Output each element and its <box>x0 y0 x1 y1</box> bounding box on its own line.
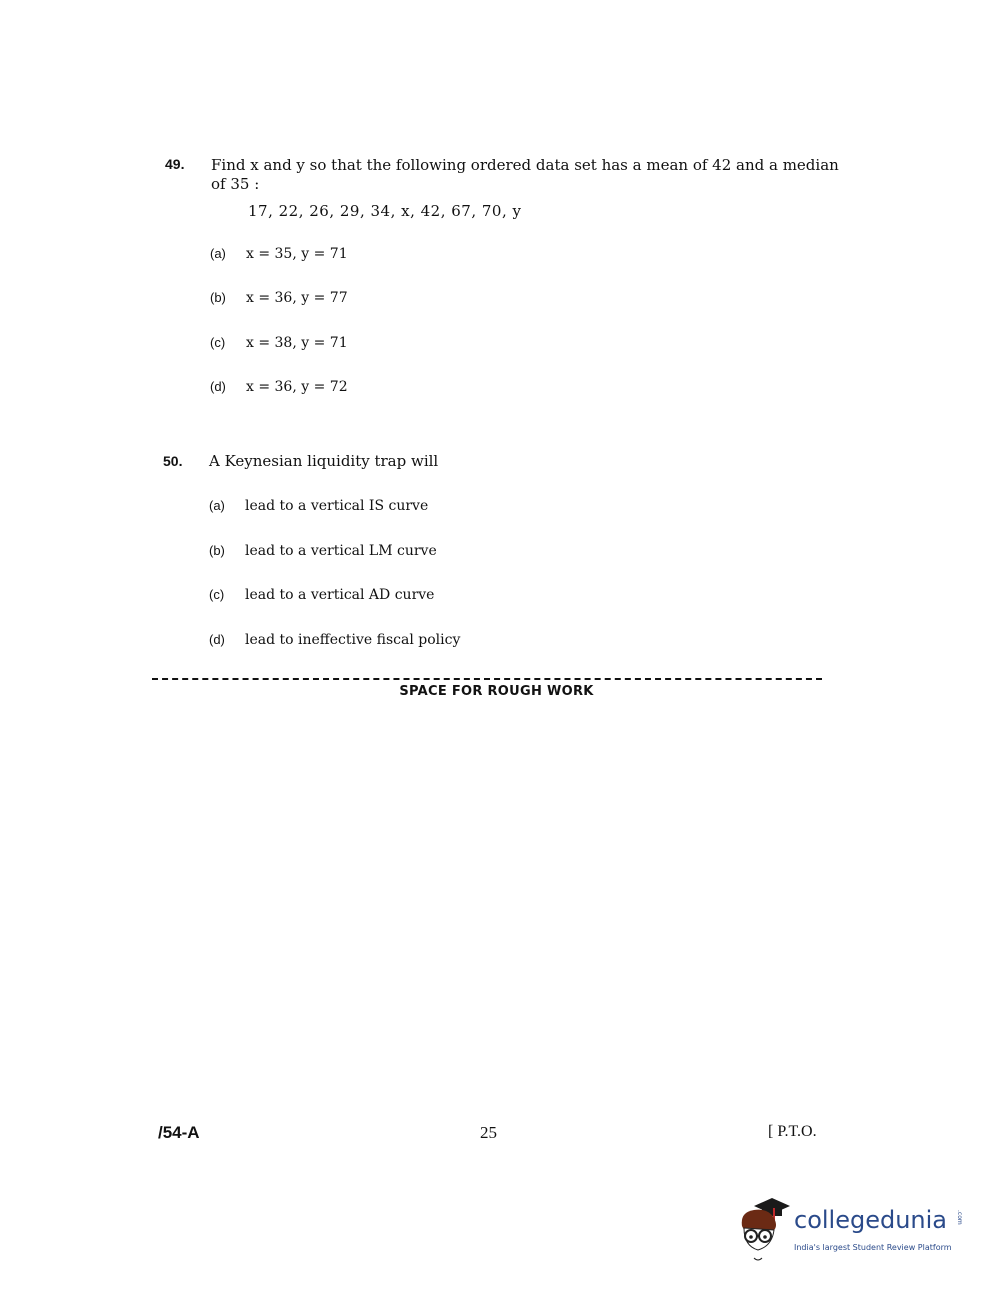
option-label: (c) <box>209 587 225 602</box>
option-text: x = 36, y = 72 <box>246 379 348 395</box>
option-text: lead to ineffective fiscal policy <box>245 632 461 648</box>
page-number: 25 <box>480 1123 497 1142</box>
question-50-number: 50. <box>163 453 183 469</box>
option-label: (b) <box>209 543 225 558</box>
logo-tagline: India's largest Student Review Platform <box>794 1243 952 1252</box>
option-text: x = 35, y = 71 <box>246 246 348 262</box>
option-label: (a) <box>210 246 226 261</box>
option-label: (c) <box>210 335 226 350</box>
question-49-option-b[interactable] <box>210 290 348 306</box>
option-label: (a) <box>209 498 225 513</box>
option-text: lead to a vertical IS curve <box>245 498 429 514</box>
question-50-option-b[interactable] <box>209 543 437 559</box>
question-50-text: A Keynesian liquidity trap will <box>209 452 439 470</box>
option-text: lead to a vertical LM curve <box>245 543 437 559</box>
question-49-dataset: 17, 22, 26, 29, 34, x, 42, 67, 70, y <box>248 202 522 220</box>
option-label: (b) <box>210 290 226 305</box>
option-label: (d) <box>209 632 225 647</box>
logo-wordmark: collegedunia <box>794 1206 948 1234</box>
question-49-option-c[interactable] <box>210 335 348 351</box>
rough-work-heading: SPACE FOR ROUGH WORK <box>399 684 594 699</box>
mascot-icon <box>734 1196 794 1268</box>
question-49-option-a[interactable] <box>210 246 348 262</box>
question-50-option-d[interactable] <box>209 632 460 648</box>
question-49-text: Find x and y so that the following ordered data set has a mean of 42 and a median <box>211 156 839 174</box>
question-49-text-cont: of 35 : <box>211 175 260 193</box>
logo-suffix: .com <box>956 1210 963 1225</box>
rough-work-divider <box>152 678 822 680</box>
question-50-option-a[interactable] <box>209 498 428 514</box>
option-label: (d) <box>210 379 226 394</box>
option-text: lead to a vertical AD curve <box>245 587 435 603</box>
option-text: x = 36, y = 77 <box>246 290 348 306</box>
question-49-option-d[interactable] <box>210 379 348 395</box>
question-49-number: 49. <box>165 156 185 172</box>
option-text: x = 38, y = 71 <box>246 335 348 351</box>
collegedunia-logo <box>734 1196 964 1268</box>
pto-marker: [ P.T.O. <box>768 1123 817 1140</box>
question-50-option-c[interactable] <box>209 587 434 603</box>
paper-code: /54-A <box>158 1123 200 1142</box>
